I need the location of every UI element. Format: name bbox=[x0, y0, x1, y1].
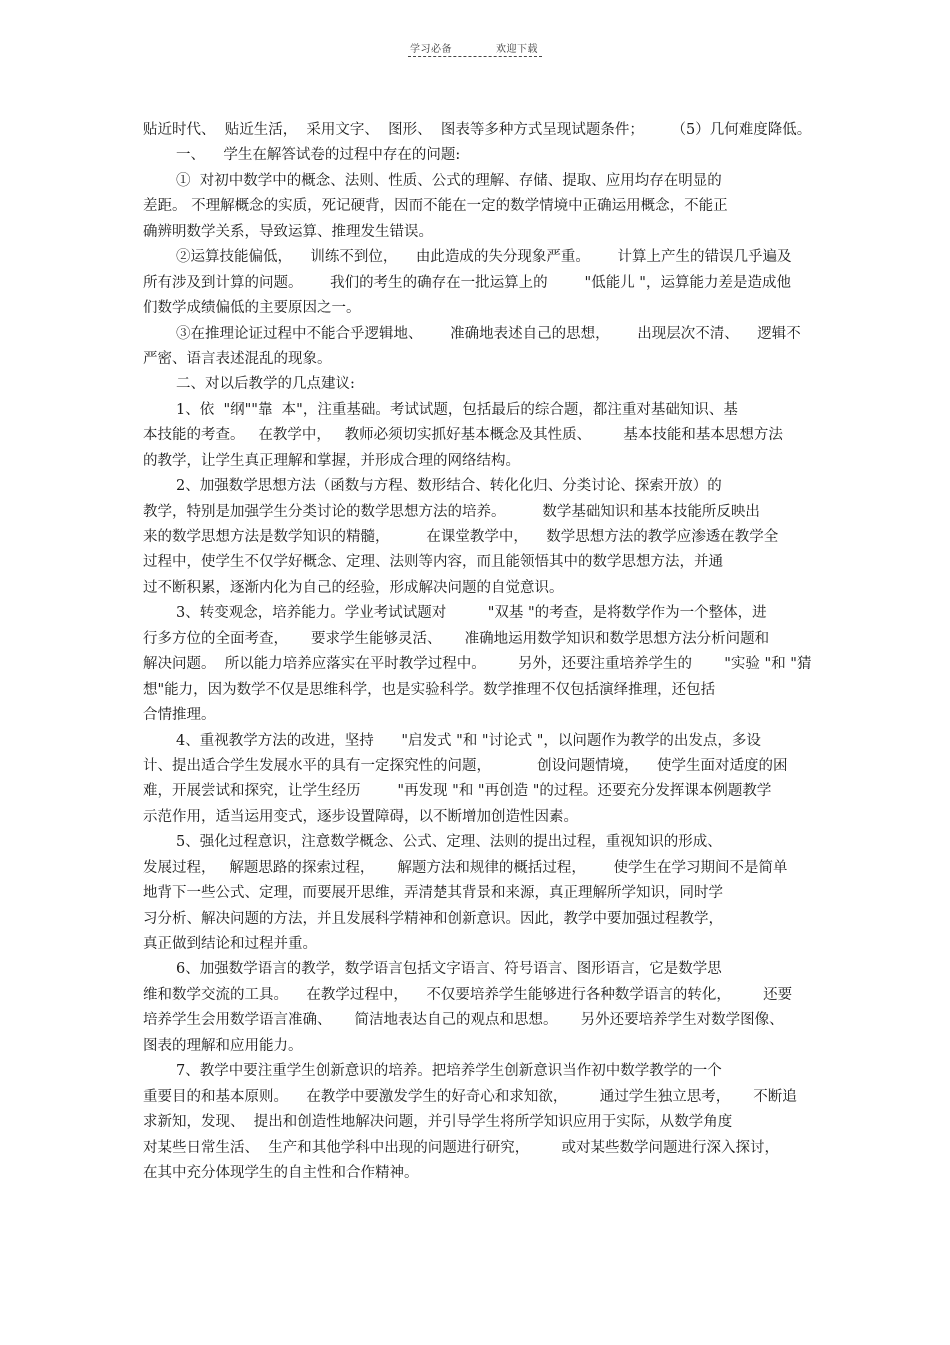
text-line: 发展过程， 解题思路的探索过程， 解题方法和规律的概括过程， 使学生在学习期间不是简单 bbox=[143, 859, 788, 876]
header-right-text: 欢迎下载 bbox=[496, 44, 538, 55]
text-line: 图表的理解和应用能力。 bbox=[143, 1037, 303, 1054]
text-line: 2、加强数学思想方法（函数与方程、数形结合、转化化归、分类讨论、探索开放）的 bbox=[176, 478, 722, 495]
text-line: 合情推理。 bbox=[143, 707, 216, 724]
text-line: 习分析、解决问题的方法，并且发展科学精神和创新意识。因此，教学中要加强过程教学， bbox=[143, 910, 723, 927]
text-line: 过不断积累，逐渐内化为自己的经验，形成解决问题的自觉意识。 bbox=[143, 579, 564, 596]
text-line: 过程中，使学生不仅学好概念、定理、法则等内容，而且能领悟其中的数学思想方法，并通 bbox=[143, 554, 723, 571]
text-line: 所有涉及到计算的问题。 我们的考生的确存在一批运算上的 "低能儿 "，运算能力差是造成他 bbox=[143, 274, 791, 291]
text-line: ① 对初中数学中的概念、法则、性质、公式的理解、存储、提取、应用均存在明显的 bbox=[176, 172, 722, 189]
header-left-text: 学习必备 bbox=[410, 44, 452, 55]
text-line: 1、依 "纲""靠 本"，注重基础。考试试题，包括最后的综合题，都注重对基础知识、基 bbox=[176, 401, 738, 418]
text-line: 本技能的考查。 在教学中， 教师必须切实抓好基本概念及其性质、 基本技能和基本思想方法 bbox=[143, 427, 783, 444]
text-line: 3、转变观念，培养能力。学业考试试题对 "双基 "的考查，是将数学作为一个整体，进 bbox=[176, 605, 767, 622]
text-line: 求新知，发现、 提出和创造性地解决问题，并引导学生将所学知识应用于实际，从数学角度 bbox=[143, 1114, 733, 1131]
text-line: 计、提出适合学生发展水平的具有一定探究性的问题， 创设问题情境， 使学生面对适度的困 bbox=[143, 757, 788, 774]
text-line: 一、 学生在解答试卷的过程中存在的问题: bbox=[176, 147, 461, 164]
text-line: 行多方位的全面考查， 要求学生能够灵活、 准确地运用数学知识和数学思想方法分析问题和 bbox=[143, 630, 770, 647]
page-header bbox=[0, 40, 950, 60]
text-line: 示范作用，适当运用变式，逐步设置障碍，以不断增加创造性因素。 bbox=[143, 808, 578, 825]
text-line: 难，开展尝试和探究，让学生经历 "再发现 "和 "再创造 "的过程。还要充分发挥课本例题教学 bbox=[143, 783, 772, 800]
text-line: 重要目的和基本原则。 在教学中要激发学生的好奇心和求知欲， 通过学生独立思考， 不断追 bbox=[143, 1088, 797, 1105]
text-line: 想"能力，因为数学不仅是思维科学，也是实验科学。数学推理不仅包括演绎推理，还包括 bbox=[143, 681, 716, 698]
text-line: 在其中充分体现学生的自主性和合作精神。 bbox=[143, 1164, 419, 1181]
text-line: 二、对以后教学的几点建议: bbox=[176, 376, 355, 393]
text-line: 来的数学思想方法是数学知识的精髓， 在课堂教学中， 数学思想方法的教学应渗透在教学全 bbox=[143, 529, 779, 545]
text-line: 差距。 不理解概念的实质，死记硬背，因而不能在一定的数学情境中正确运用概念，不能正 bbox=[143, 198, 728, 215]
text-line: 贴近时代、 贴近生活， 采用文字、 图形、 图表等多种方式呈现试题条件； （5）几何难度降低。 bbox=[143, 122, 812, 138]
text-line: 地背下一些公式、定理，而要展开思维，弄清楚其背景和来源，真正理解所学知识，同时学 bbox=[143, 885, 723, 902]
text-line: 真正做到结论和过程并重。 bbox=[143, 936, 317, 952]
document-body bbox=[143, 118, 813, 1186]
text-line: 5、强化过程意识，注意数学概念、公式、定理、法则的提出过程，重视知识的形成、 bbox=[176, 834, 722, 851]
text-line: 7、教学中要注重学生创新意识的培养。把培养学生创新意识当作初中数学教学的一个 bbox=[176, 1063, 722, 1080]
text-line: ③在推理论证过程中不能合乎逻辑地、 准确地表述自己的思想， 出现层次不清、 逻辑不 bbox=[176, 325, 801, 342]
text-line: 严密、语言表述混乱的现象。 bbox=[143, 350, 332, 367]
text-line: 们数学成绩偏低的主要原因之一。 bbox=[143, 300, 361, 317]
header-divider bbox=[408, 56, 542, 57]
text-line: 4、重视教学方法的改进，坚持 "启发式 "和 "讨论式 "，以问题作为教学的出发点，多设 bbox=[176, 732, 761, 749]
text-line: 教学，特别是加强学生分类讨论的数学思想方法的培养。 数学基础知识和基本技能所反映出 bbox=[143, 503, 760, 520]
text-line: 对某些日常生活、 生产和其他学科中出现的问题进行研究， 或对某些数学问题进行深入探讨， bbox=[143, 1139, 779, 1156]
text-line: 解决问题。 所以能力培养应落实在平时教学过程中。 另外，还要注重培养学生的 "实验 "和 "猜 bbox=[143, 656, 812, 673]
text-line: 的教学，让学生真正理解和掌握，并形成合理的网络结构。 bbox=[143, 452, 520, 469]
text-line: 确辨明数学关系，导致运算、推理发生错误。 bbox=[143, 223, 433, 240]
text-line: 维和数学交流的工具。 在教学过程中， 不仅要培养学生能够进行各种数学语言的转化， 还要 bbox=[143, 986, 793, 1003]
text-line: 培养学生会用数学语言准确、 简洁地表达自己的观点和思想。 另外还要培养学生对数学图像、 bbox=[143, 1012, 784, 1029]
text-line: 6、加强数学语言的教学，数学语言包括文字语言、符号语言、图形语言，它是数学思 bbox=[176, 961, 722, 978]
text-line: ②运算技能偏低， 训练不到位， 由此造成的失分现象严重。 计算上产生的错误几乎遍及 bbox=[176, 249, 792, 266]
